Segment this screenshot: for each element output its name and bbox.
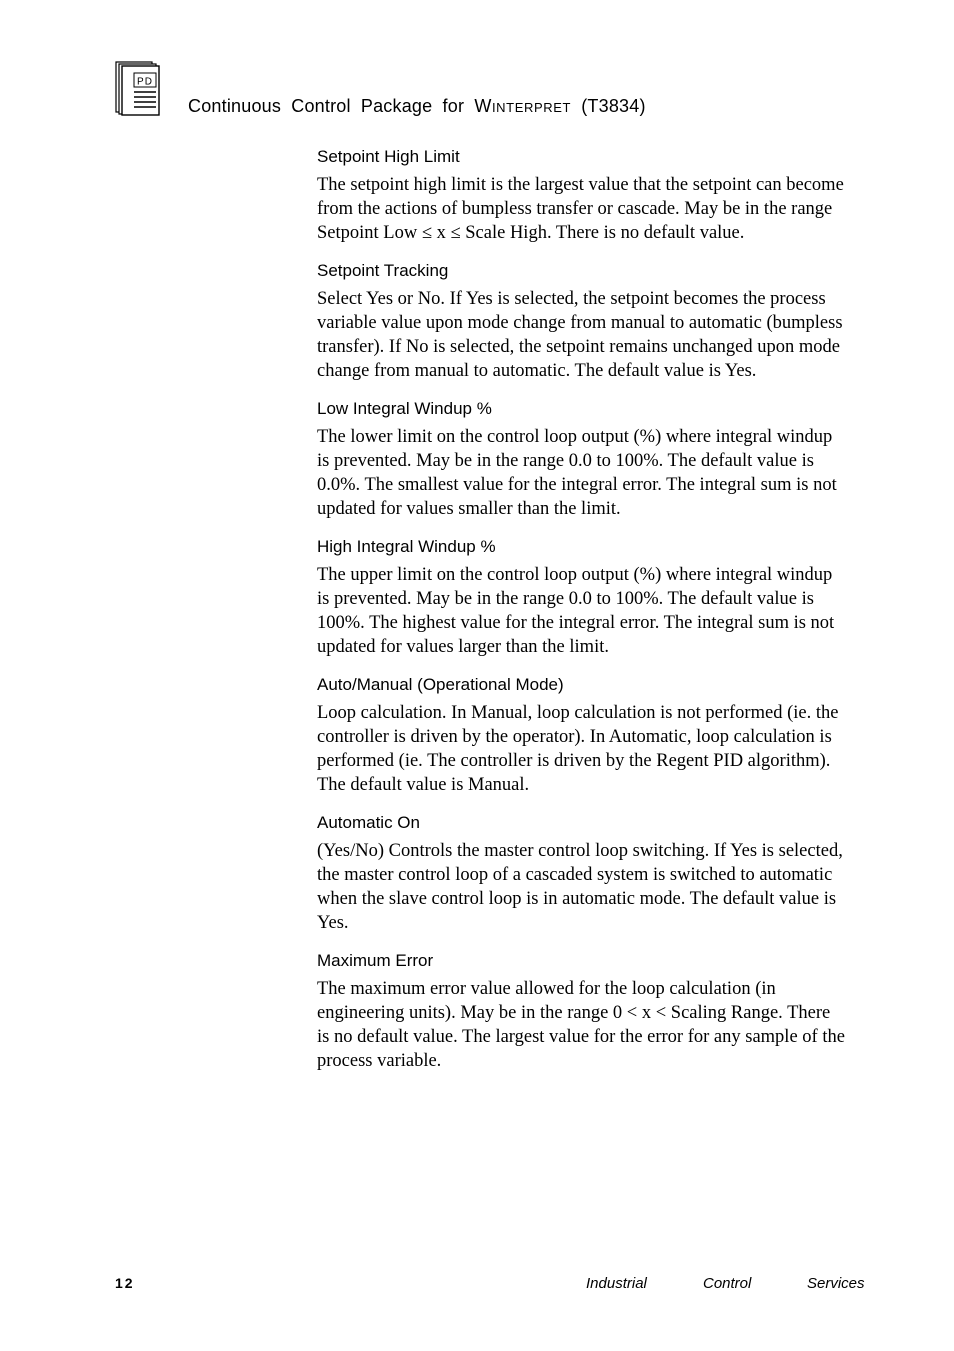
- section-body: Loop calculation. In Manual, loop calculation is not performed (ie. the controller is driven by the operator). In Automatic, loop calculation is performed (ie. The controller is driven by the Regent PID algorithm). The default value is Manual.: [317, 703, 839, 795]
- document-stack-icon: [114, 60, 162, 116]
- footer-company-word-1: Industrial: [586, 1275, 647, 1292]
- header-product-name: Winterpret: [474, 96, 572, 116]
- section-body: The lower limit on the control loop output (%) where integral windup is prevented. May be in the range 0.0 to 100%. The default value is 0.0%. The smallest value for the integral error. The integral sum is not updated for values smaller than the limit.: [317, 427, 837, 519]
- footer-company-word-3: Services: [807, 1275, 865, 1292]
- section-low-integral-windup: [317, 397, 847, 521]
- section-body: The maximum error value allowed for the loop calculation (in engineering units). May be in the range 0 < x < Scaling Range. There is no default value. The largest value for the error for any sample of the process variable.: [317, 979, 845, 1071]
- section-maximum-error: [317, 949, 847, 1073]
- header-title-prefix: Continuous Control Package for: [188, 96, 465, 116]
- section-automatic-on: [317, 811, 847, 935]
- page-header-title: [188, 96, 646, 117]
- logo-text: PD: [137, 76, 153, 88]
- section-body: (Yes/No) Controls the master control loop switching. If Yes is selected, the master control loop of a cascaded system is switched to automatic when the slave control loop is in automatic mode. The default value is Yes.: [317, 841, 843, 933]
- footer-company-word-2: Control: [703, 1275, 752, 1292]
- section-setpoint-tracking: [317, 259, 847, 383]
- section-heading: Low Integral Windup %: [317, 399, 492, 418]
- section-body: The upper limit on the control loop output (%) where integral windup is prevented. May be in the range 0.0 to 100%. The default value is 100%. The highest value for the integral error. The integral sum is not updated for values larger than the limit.: [317, 565, 835, 657]
- section-auto-manual: [317, 673, 847, 797]
- document-stack-graphic: [114, 60, 162, 116]
- section-high-integral-windup: [317, 535, 847, 659]
- section-heading: Setpoint Tracking: [317, 261, 449, 280]
- section-body: Select Yes or No. If Yes is selected, the setpoint becomes the process variable value upon mode change from manual to automatic (bumpless transfer). If No is selected, the setpoint remains unchanged upon mode change from manual to automatic. The default value is Yes.: [317, 289, 843, 381]
- header-product-code: (T3834): [581, 96, 646, 116]
- section-heading: Setpoint High Limit: [317, 147, 460, 166]
- parameter-descriptions: [317, 145, 847, 1087]
- section-heading: Maximum Error: [317, 951, 434, 970]
- page-number: 12: [115, 1275, 135, 1291]
- section-heading: Automatic On: [317, 813, 420, 832]
- section-body: The setpoint high limit is the largest value that the setpoint can become from the actions of bumpless transfer or cascade. May be in the range Setpoint Low ≤ x ≤ Scale High. There is no default value.: [317, 175, 844, 243]
- section-heading: High Integral Windup %: [317, 537, 496, 556]
- section-setpoint-high-limit: [317, 145, 847, 245]
- section-heading: Auto/Manual (Operational Mode): [317, 675, 564, 694]
